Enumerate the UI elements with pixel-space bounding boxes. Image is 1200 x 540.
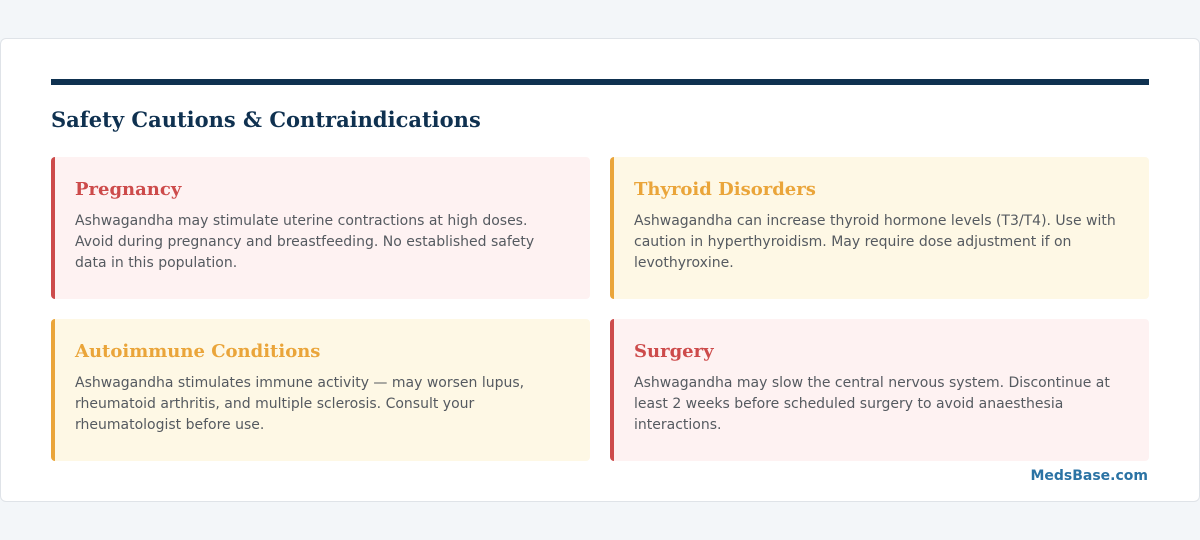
caution-title: Surgery	[634, 341, 714, 362]
section-title: Safety Cautions & Contraindications	[51, 107, 481, 132]
caution-autoimmune-conditions	[51, 319, 590, 461]
cautions-grid	[51, 157, 1149, 461]
caution-text: Ashwagandha can increase thyroid hormone levels (T3/T4). Use with caution in hyperthyroidism. May require dose adjustment if on levothyroxine.	[634, 213, 1116, 271]
caution-title: Pregnancy	[75, 179, 182, 200]
caution-surgery	[610, 319, 1149, 461]
caution-text: Ashwagandha stimulates immune activity — may worsen lupus, rheumatoid arthritis, and multiple sclerosis. Consult your rheumatologist before use.	[75, 375, 525, 433]
caution-pregnancy	[51, 157, 590, 299]
caution-title: Autoimmune Conditions	[75, 341, 321, 362]
caution-text: Ashwagandha may slow the central nervous system. Discontinue at least 2 weeks before scheduled surgery to avoid anaesthesia interactions.	[634, 375, 1110, 433]
caution-thyroid-disorders	[610, 157, 1149, 299]
caution-text: Ashwagandha may stimulate uterine contractions at high doses. Avoid during pregnancy and breastfeeding. No established safety data in this population.	[75, 213, 535, 271]
caution-title: Thyroid Disorders	[634, 179, 816, 200]
header-rule	[51, 79, 1149, 85]
safety-card	[0, 38, 1200, 502]
brand-link[interactable]: MedsBase.com	[1030, 468, 1148, 484]
